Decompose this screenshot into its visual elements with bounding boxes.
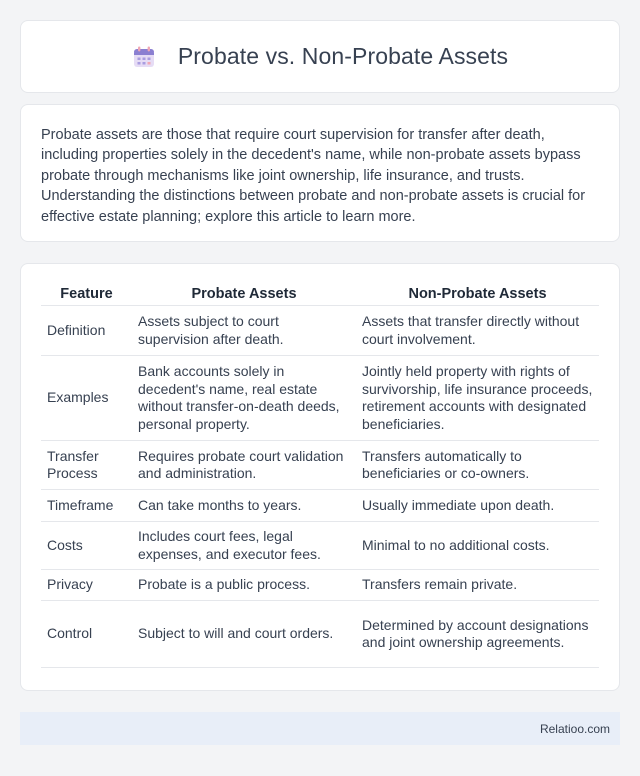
non-probate-cell: Minimal to no additional costs. <box>356 522 599 570</box>
title-wrap <box>132 43 508 70</box>
table-row <box>41 356 599 441</box>
probate-cell: Requires probate court validation and administration. <box>132 441 356 490</box>
feature-cell: Costs <box>41 522 132 570</box>
table-card <box>20 263 620 691</box>
comparison-table <box>41 282 599 668</box>
non-probate-cell: Assets that transfer directly without court involvement. <box>356 306 599 356</box>
non-probate-cell: Jointly held property with rights of survivorship, life insurance proceeds, retirement accounts with designated beneficiaries. <box>356 356 599 441</box>
intro-text: Probate assets are those that require court supervision for transfer after death, including properties solely in the decedent's name, while non-probate assets bypass probate through mechanisms like joint ownership, life insurance, and trusts. Understanding the distinctions between probate and non-probate assets is crucial for effective estate planning; explore this article to learn more. <box>41 127 586 225</box>
feature-cell: Privacy <box>41 570 132 601</box>
non-probate-cell: Usually immediate upon death. <box>356 490 599 522</box>
non-probate-cell: Transfers automatically to beneficiaries or co-owners. <box>356 441 599 490</box>
table-row <box>41 490 599 522</box>
probate-cell: Includes court fees, legal expenses, and executor fees. <box>132 522 356 570</box>
table-row <box>41 522 599 570</box>
non-probate-cell: Transfers remain private. <box>356 570 599 601</box>
footer <box>20 712 620 745</box>
table-header-row <box>41 282 599 306</box>
calendar-icon <box>132 45 156 69</box>
header-probate: Probate Assets <box>132 282 356 306</box>
feature-cell: Control <box>41 601 132 668</box>
probate-cell: Assets subject to court supervision after death. <box>132 306 356 356</box>
probate-cell: Can take months to years. <box>132 490 356 522</box>
feature-cell: Examples <box>41 356 132 441</box>
table-row <box>41 441 599 490</box>
feature-cell: Definition <box>41 306 132 356</box>
non-probate-cell: Determined by account designations and joint ownership agreements. <box>356 601 599 668</box>
probate-cell: Bank accounts solely in decedent's name, real estate without transfer-on-death deeds, personal property. <box>132 356 356 441</box>
header-feature: Feature <box>41 282 132 306</box>
table-row <box>41 601 599 668</box>
probate-cell: Subject to will and court orders. <box>132 601 356 668</box>
header-non-probate: Non-Probate Assets <box>356 282 599 306</box>
page-title: Probate vs. Non-Probate Assets <box>177 43 509 69</box>
footer-brand: Relatioo.com <box>539 721 610 736</box>
intro-card <box>20 104 620 242</box>
probate-cell: Probate is a public process. <box>132 570 356 601</box>
feature-cell: Timeframe <box>41 490 132 522</box>
header-card <box>20 20 620 93</box>
table-row <box>41 306 599 356</box>
table-row <box>41 570 599 601</box>
feature-cell: Transfer Process <box>41 441 132 490</box>
